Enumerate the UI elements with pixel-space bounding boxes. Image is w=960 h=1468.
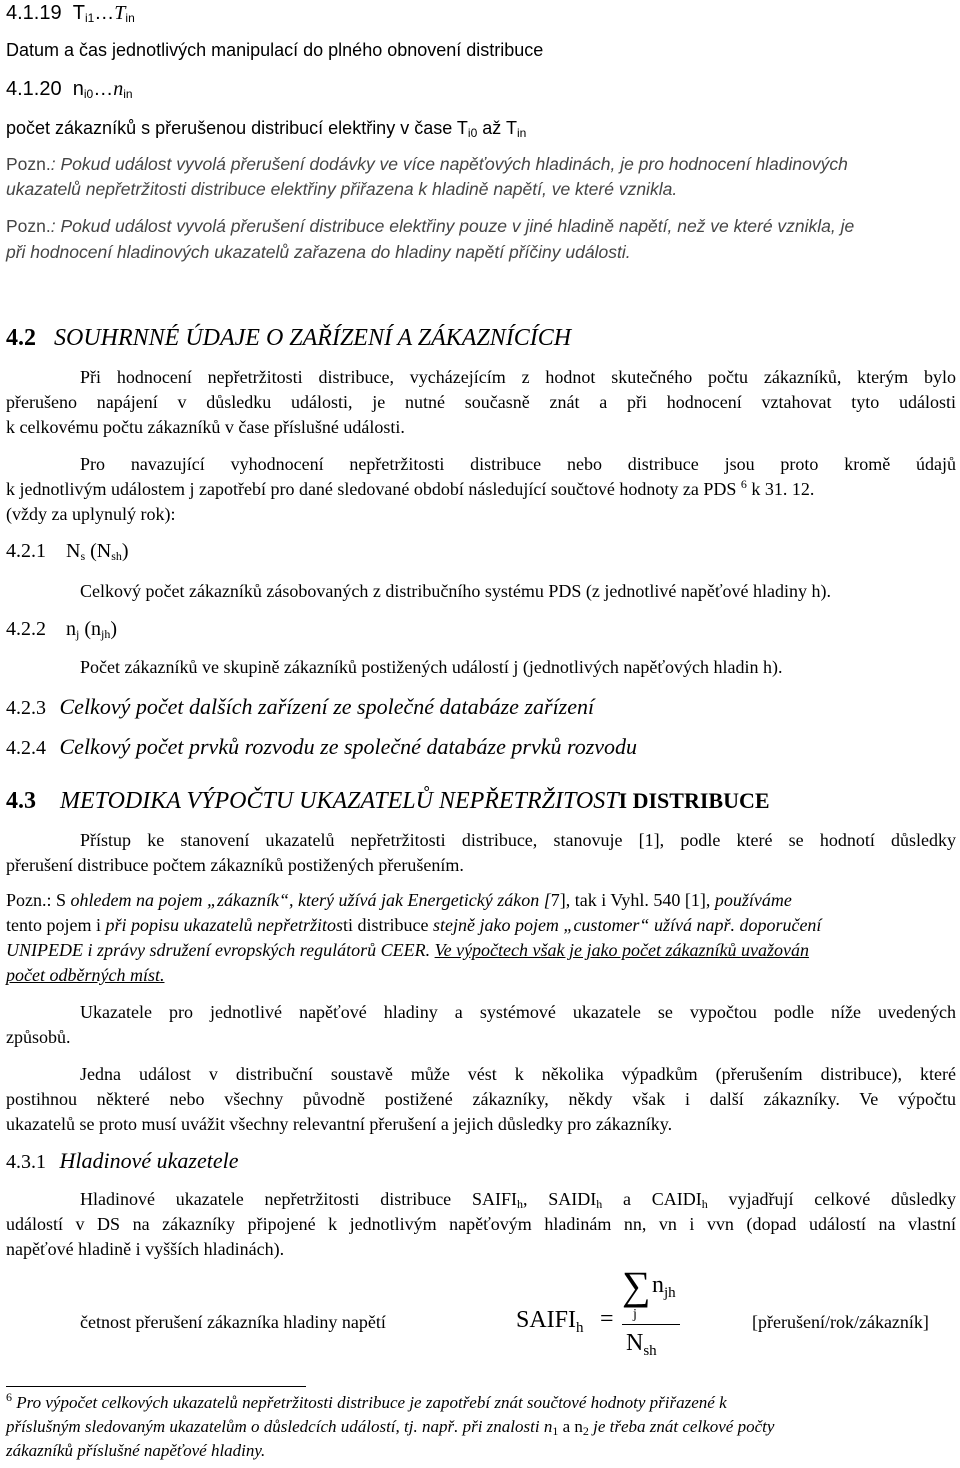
para-4-2-a-line-3: k celkovému počtu zákazníků v čase příslušné události.	[6, 417, 405, 437]
para-4-3-a-line-1: Přístup ke stanovení ukazatelů nepřetržitosti distribuce, stanovuje [1], podle které se hodnotí důsledky	[80, 830, 956, 850]
formula-lhs: $SAIFI_h$	[516, 1307, 584, 1336]
fraction-bar	[622, 1324, 680, 1325]
formula-equals: =	[600, 1306, 614, 1332]
numerator: $n_{jh}$	[652, 1272, 676, 1301]
footnote-line-1: $^6$ Pro výpočet celkových ukazatelů nepřetržitosti distribuce je zapotřebí znát součtové hodnoty přiřazené k	[6, 1390, 727, 1412]
para-4-3-c-line-2: postihnou některé nebo všechny původně postižené zákazníky, někdy však i další zákazníky. Ve výpočtu	[6, 1089, 956, 1109]
heading-4-1-20: 4.1.20 $n_{i0}\dots n_{in}$	[6, 78, 133, 101]
text-4-2-2: Počet zákazníků ve skupině zákazníků postižených událostí j (jednotlivých napěťových hladin h).	[80, 657, 783, 677]
denominator: $N_{sh}$	[626, 1330, 657, 1359]
note-3-line-3: UNIPEDE i zprávy sdružení evropských regulátorů CEER. Ve výpočtech však je jako počet zákazníků uvažován	[6, 940, 809, 960]
heading-4-2: 4.2 SOUHRNNÉ ÚDAJE O ZAŘÍZENÍ A ZÁKAZNÍCÍCH	[6, 325, 572, 351]
para-4-3-1-line-2: událostí v DS na zákazníky připojené k jednotlivým napěťovým hladinám nn, vn i vvn (dopad událostí na vlastní	[6, 1214, 956, 1234]
note-3-line-2: tento pojem i při popisu ukazatelů nepřetržitosti distribuce stejně jako pojem „customer“ užívá např. doporučení	[6, 915, 822, 935]
para-4-3-a-line-2: přerušení distribuce počtem zákazníků postižených přerušením.	[6, 855, 464, 875]
text-4-1-19: Datum a čas jednotlivých manipulací do plného obnovení distribuce	[6, 40, 544, 60]
heading-4-2-4: 4.2.4 Celkový počet prvků rozvodu ze společné databáze prvků rozvodu	[6, 734, 638, 759]
footnote-ref[interactable]: 6	[740, 477, 747, 491]
para-4-3-1-line-1: Hladinové ukazatele nepřetržitosti distribuce $SAIFI_h$, $SAIDI_h$ a $CAIDI_h$ vyjadřují celkové důsledky	[80, 1189, 957, 1211]
note-2-line-2: při hodnocení hladinových ukazatelů zařazena do hladiny napětí příčiny události.	[6, 242, 631, 262]
para-4-3-c-line-3: ukazatelů se proto musí uvážit všechny relevantní přerušení a jejich důsledky pro zákazníky.	[6, 1114, 673, 1134]
footnote-line-2: příslušným sledovaným ukazatelům o důsledcích událostí, tj. např. při znalosti $n_1$ a $n_2$ je třeba znát celkové počty	[6, 1417, 775, 1438]
heading-4-2-2: 4.2.2 $n_j$ $(n_{jh})$	[6, 618, 118, 641]
para-4-2-b-line-2: k jednotlivým událostem j zapotřebí pro dané sledované období následující součtové hodnoty za PDS $^6$ k 31. 12.	[6, 477, 815, 499]
heading-4-2-3: 4.2.3 Celkový počet dalších zařízení ze společné databáze zařízení	[6, 694, 595, 719]
para-4-3-c-line-1: Jedna událost v distribuční soustavě může vést k několika výpadkům (přerušením distribuce), které	[80, 1064, 956, 1084]
note-3-line-4: počet odběrných míst.	[6, 965, 165, 985]
text-4-1-20: počet zákazníků s přerušenou distribucí elektřiny v čase $T_{i0}$ až $T_{in}$	[6, 118, 527, 140]
para-4-3-1-line-3: napěťové hladině i vyšších hladinách).	[6, 1239, 285, 1259]
section-number: 4.1.19	[6, 2, 62, 24]
note-1-line-2: ukazatelů nepřetržitosti distribuce elektřiny přiřazena k hladině napětí, ve které vznikla.	[6, 179, 678, 199]
sum-index: j	[633, 1307, 637, 1322]
heading-4-3-1: 4.3.1 Hladinové ukazetele	[6, 1148, 239, 1173]
footnote-line-3: zákazníků příslušné napěťové hladiny.	[6, 1441, 266, 1460]
para-4-2-b-line-3: (vždy za uplynulý rok):	[6, 504, 176, 524]
text-4-2-1: Celkový počet zákazníků zásobovaných z distribučního systému PDS (z jednotlivé napěťové hladiny h).	[80, 581, 832, 601]
para-4-3-b-line-2: způsobů.	[6, 1027, 71, 1047]
heading-4-2-1: 4.2.1 $N_s$ $(N_{sh})$	[6, 540, 129, 563]
para-4-2-a-line-2: přerušeno napájení v důsledku události, je nutné současně znát a při hodnocení vztahovat tyto události	[6, 392, 956, 412]
formula-label: četnost přerušení zákazníka hladiny napětí	[80, 1312, 386, 1332]
heading-4-3: 4.3 METODIKA VÝPOČTU UKAZATELŮ NEPŘETRŽITOSTI DISTRIBUCE	[6, 788, 770, 814]
para-4-3-b-line-1: Ukazatele pro jednotlivé napěťové hladiny a systémové ukazatele se vypočtou podle níže uvedených	[80, 1002, 956, 1022]
formula-unit: [přerušení/rok/zákazník]	[752, 1312, 929, 1332]
note-2-line-1: Pozn.: Pokud událost vyvolá přerušení distribuce elektřiny pouze v jiné hladině napětí, než ve které vznikla, je	[6, 216, 855, 236]
footnote-separator	[6, 1386, 306, 1387]
note-1-line-1: Pozn.: Pokud událost vyvolá přerušení dodávky ve více napěťových hladinách, je pro hodnocení hladinových	[6, 154, 848, 174]
para-4-2-b-line-1: Pro navazující vyhodnocení nepřetržitosti distribuce nebo distribuce jsou proto kromě údajů	[80, 454, 956, 474]
note-3-line-1: Pozn.: S ohledem na pojem „zákazník“, který užívá jak Energetický zákon [7], tak i Vyhl. 540 [1], používáme	[6, 890, 792, 910]
heading-4-1-19: 4.1.19 $T_{i1}\dots T_{in}$	[6, 2, 135, 25]
sum-symbol: ∑	[622, 1263, 651, 1308]
para-4-2-a-line-1: Při hodnocení nepřetržitosti distribuce, vycházejícím z hodnot skutečného počtu zákazníků, kterým bylo	[80, 367, 956, 387]
